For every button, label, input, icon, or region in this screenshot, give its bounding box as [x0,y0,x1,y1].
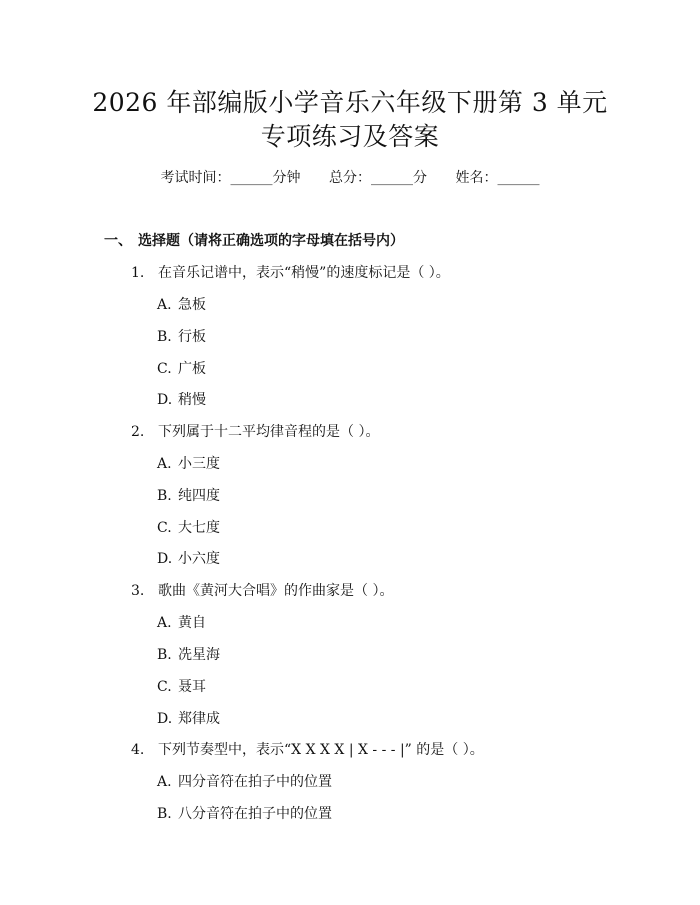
option [157,294,206,314]
option [157,676,206,696]
option [157,517,220,537]
question-text: 歌曲《黄河大合唱》的作曲家是（ ）。 [158,583,394,599]
option-text: 小三度 [178,456,220,472]
option [157,453,220,473]
option-letter: B. [157,647,172,663]
option-text: 急板 [178,297,206,313]
document-title-line-1: 2026 年部编版小学音乐六年级下册第 3 单元 [92,88,608,117]
option-text: 纯四度 [178,488,220,504]
option-letter: C. [157,361,172,377]
option [157,326,206,346]
question [131,421,379,441]
option-text: 冼星海 [178,647,220,663]
question [131,739,484,759]
option [157,485,220,505]
option-letter: D. [157,551,173,567]
exam-score: 总分：______分 [329,170,427,186]
option-text: 聂耳 [178,679,206,695]
option-text: 大七度 [178,520,220,536]
option-text: 稍慢 [178,392,206,408]
option-letter: A. [157,456,172,472]
option-letter: B. [157,806,172,822]
question-number: 2. [131,424,145,440]
option [157,708,220,728]
section-title: 选择题（请将正确选项的字母填在括号内） [138,233,404,249]
question-text: 下列节奏型中，表示“X X X X | X - - - |” 的是（ ）。 [158,742,484,758]
option-text: 郑律成 [178,711,220,727]
option [157,548,220,568]
exam-info [0,167,700,187]
section-heading [104,230,404,250]
option [157,644,220,664]
option [157,358,206,378]
option-text: 广板 [178,361,206,377]
option-text: 八分音符在拍子中的位置 [178,806,332,822]
question-text: 在音乐记谱中，表示“稍慢”的速度标记是（ ）。 [158,265,450,281]
option-letter: A. [157,297,172,313]
document-title-line-2: 专项练习及答案 [260,122,440,151]
option-text: 行板 [178,329,206,345]
option-text: 四分音符在拍子中的位置 [178,774,332,790]
option-text: 小六度 [178,551,220,567]
option-letter: B. [157,329,172,345]
question [131,262,450,282]
question-number: 1. [131,265,145,281]
option-letter: C. [157,520,172,536]
option-letter: D. [157,392,173,408]
question-number: 3. [131,583,145,599]
option-letter: D. [157,711,173,727]
option-letter: A. [157,615,172,631]
option [157,612,206,632]
student-name: 姓名：______ [455,170,540,186]
exam-time: 考试时间：______分钟 [160,170,301,186]
option-letter: B. [157,488,172,504]
question-text: 下列属于十二平均律音程的是（ ）。 [158,424,380,440]
option [157,389,206,409]
option [157,803,332,823]
option-text: 黄自 [178,615,206,631]
question [131,580,393,600]
option [157,771,332,791]
section-number: 一、 [104,233,132,249]
option-letter: C. [157,679,172,695]
question-number: 4. [131,742,145,758]
option-letter: A. [157,774,172,790]
